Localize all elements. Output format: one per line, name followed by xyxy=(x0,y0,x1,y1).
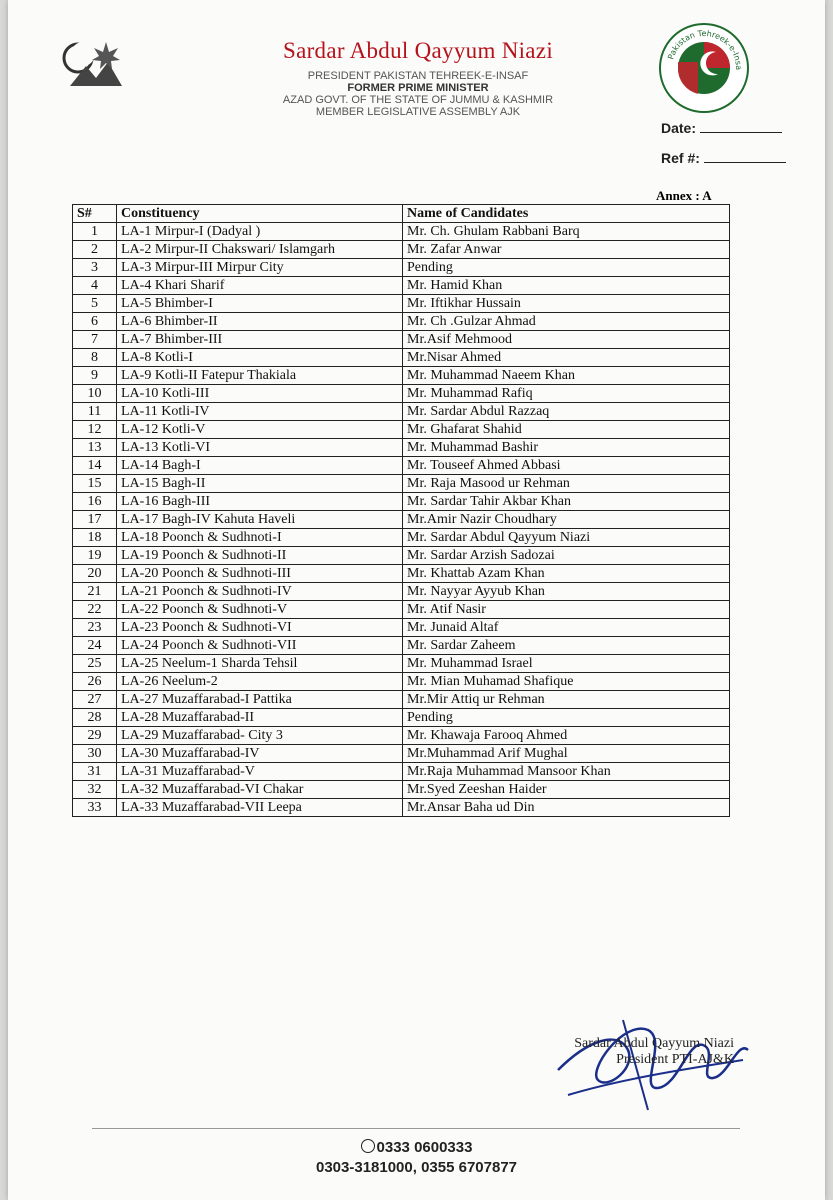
table-row xyxy=(73,529,730,547)
candidate-cell: Mr. Muhammad Israel xyxy=(403,655,730,673)
candidate-cell: Mr. Muhammad Naeem Khan xyxy=(403,367,730,385)
constituency-cell: LA-16 Bagh-III xyxy=(117,493,403,511)
table-row xyxy=(73,619,730,637)
candidate-cell: Mr.Amir Nazir Choudhary xyxy=(403,511,730,529)
footer-whatsapp-line xyxy=(8,1138,825,1158)
constituency-cell: LA-11 Kotli-IV xyxy=(117,403,403,421)
signature-title: President PTI-AJ&K xyxy=(616,1052,734,1067)
footer-phones-2: 0303-3181000, 0355 6707877 xyxy=(315,1159,518,1176)
table-row xyxy=(73,331,730,349)
serial-cell: 25 xyxy=(73,655,117,673)
candidate-cell: Mr.Ansar Baha ud Din xyxy=(403,799,730,817)
table-row xyxy=(73,259,730,277)
serial-cell: 21 xyxy=(73,583,117,601)
serial-cell: 26 xyxy=(73,673,117,691)
ref-field xyxy=(661,150,786,166)
table-row xyxy=(73,439,730,457)
table-row xyxy=(73,709,730,727)
serial-cell: 8 xyxy=(73,349,117,367)
table-header-row xyxy=(73,205,730,223)
serial-cell: 19 xyxy=(73,547,117,565)
serial-cell: 3 xyxy=(73,259,117,277)
table-row xyxy=(73,241,730,259)
serial-cell: 9 xyxy=(73,367,117,385)
serial-cell: 2 xyxy=(73,241,117,259)
candidate-cell: Mr.Syed Zeeshan Haider xyxy=(403,781,730,799)
constituency-cell: LA-31 Muzaffarabad-V xyxy=(117,763,403,781)
whatsapp-icon xyxy=(361,1139,375,1153)
table-row xyxy=(73,313,730,331)
constituency-cell: LA-27 Muzaffarabad-I Pattika xyxy=(117,691,403,709)
constituency-cell: LA-9 Kotli-II Fatepur Thakiala xyxy=(117,367,403,385)
table-row xyxy=(73,475,730,493)
serial-cell: 4 xyxy=(73,277,117,295)
serial-cell: 31 xyxy=(73,763,117,781)
header-constituency: Constituency xyxy=(117,205,403,223)
candidate-cell: Mr. Muhammad Bashir xyxy=(403,439,730,457)
table-row xyxy=(73,367,730,385)
footer-contacts xyxy=(8,1138,825,1178)
candidate-cell: Mr. Ch. Ghulam Rabbani Barq xyxy=(403,223,730,241)
table-row xyxy=(73,349,730,367)
table-row xyxy=(73,601,730,619)
serial-cell: 30 xyxy=(73,745,117,763)
constituency-cell: LA-7 Bhimber-III xyxy=(117,331,403,349)
footer-divider xyxy=(92,1128,740,1129)
constituency-cell: LA-32 Muzaffarabad-VI Chakar xyxy=(117,781,403,799)
candidate-cell: Mr. Atif Nasir xyxy=(403,601,730,619)
constituency-cell: LA-24 Poonch & Sudhnoti-VII xyxy=(117,637,403,655)
table-row xyxy=(73,637,730,655)
candidate-cell: Mr. Touseef Ahmed Abbasi xyxy=(403,457,730,475)
serial-cell: 24 xyxy=(73,637,117,655)
table-row xyxy=(73,277,730,295)
serial-cell: 23 xyxy=(73,619,117,637)
table-row xyxy=(73,655,730,673)
serial-cell: 7 xyxy=(73,331,117,349)
serial-cell: 17 xyxy=(73,511,117,529)
table-row xyxy=(73,673,730,691)
table-row xyxy=(73,727,730,745)
constituency-cell: LA-17 Bagh-IV Kahuta Haveli xyxy=(117,511,403,529)
serial-cell: 32 xyxy=(73,781,117,799)
date-field xyxy=(661,120,782,136)
table-row xyxy=(73,565,730,583)
constituency-cell: LA-2 Mirpur-II Chakswari/ Islamgarh xyxy=(117,241,403,259)
constituency-cell: LA-4 Khari Sharif xyxy=(117,277,403,295)
candidate-cell: Mr. Mian Muhamad Shafique xyxy=(403,673,730,691)
table-row xyxy=(73,421,730,439)
constituency-cell: LA-15 Bagh-II xyxy=(117,475,403,493)
candidate-cell: Mr. Nayyar Ayyub Khan xyxy=(403,583,730,601)
serial-cell: 13 xyxy=(73,439,117,457)
candidate-cell: Mr. Iftikhar Hussain xyxy=(403,295,730,313)
constituency-cell: LA-23 Poonch & Sudhnoti-VI xyxy=(117,619,403,637)
candidate-cell: Mr. Muhammad Rafiq xyxy=(403,385,730,403)
serial-cell: 11 xyxy=(73,403,117,421)
letterhead-line-3: AZAD GOVT. OF THE STATE OF JUMMU & KASHMIR xyxy=(282,94,554,106)
candidate-cell: Mr.Mir Attiq ur Rehman xyxy=(403,691,730,709)
signature-block xyxy=(518,1036,734,1068)
table-row xyxy=(73,547,730,565)
signature-name: Sardar Abdul Qayyum Niazi xyxy=(574,1036,734,1051)
table-row xyxy=(73,223,730,241)
serial-cell: 18 xyxy=(73,529,117,547)
candidate-cell: Mr. Sardar Zaheem xyxy=(403,637,730,655)
constituency-cell: LA-8 Kotli-I xyxy=(117,349,403,367)
header-candidate: Name of Candidates xyxy=(403,205,730,223)
footer-phone-1: 0333 0600333 xyxy=(376,1139,473,1156)
constituency-cell: LA-19 Poonch & Sudhnoti-II xyxy=(117,547,403,565)
letterhead-name: Sardar Abdul Qayyum Niazi xyxy=(282,38,554,63)
ref-label: Ref #: xyxy=(661,150,700,166)
constituency-cell: LA-5 Bhimber-I xyxy=(117,295,403,313)
table-row xyxy=(73,385,730,403)
constituency-cell: LA-3 Mirpur-III Mirpur City xyxy=(117,259,403,277)
candidate-cell: Mr.Asif Mehmood xyxy=(403,331,730,349)
letterhead-line-1: PRESIDENT PAKISTAN TEHREEK-E-INSAF xyxy=(307,70,529,82)
candidate-cell: Mr. Khawaja Farooq Ahmed xyxy=(403,727,730,745)
table-row xyxy=(73,799,730,817)
candidate-cell: Mr.Nisar Ahmed xyxy=(403,349,730,367)
constituency-cell: LA-14 Bagh-I xyxy=(117,457,403,475)
constituency-cell: LA-29 Muzaffarabad- City 3 xyxy=(117,727,403,745)
candidate-cell: Mr. Raja Masood ur Rehman xyxy=(403,475,730,493)
table-row xyxy=(73,781,730,799)
letterhead xyxy=(148,38,688,118)
serial-cell: 29 xyxy=(73,727,117,745)
candidate-cell: Mr. Zafar Anwar xyxy=(403,241,730,259)
header-serial: S# xyxy=(73,205,117,223)
constituency-cell: LA-21 Poonch & Sudhnoti-IV xyxy=(117,583,403,601)
constituency-cell: LA-10 Kotli-III xyxy=(117,385,403,403)
constituency-cell: LA-18 Poonch & Sudhnoti-I xyxy=(117,529,403,547)
constituency-cell: LA-12 Kotli-V xyxy=(117,421,403,439)
serial-cell: 27 xyxy=(73,691,117,709)
table-row xyxy=(73,691,730,709)
serial-cell: 15 xyxy=(73,475,117,493)
table-row xyxy=(73,511,730,529)
serial-cell: 5 xyxy=(73,295,117,313)
letterhead-line-2: FORMER PRIME MINISTER xyxy=(347,82,489,94)
candidate-cell: Mr.Muhammad Arif Mughal xyxy=(403,745,730,763)
pti-logo-icon xyxy=(658,22,750,114)
candidate-cell: Mr. Sardar Abdul Razzaq xyxy=(403,403,730,421)
candidates-table xyxy=(72,204,730,817)
date-label: Date: xyxy=(661,120,697,136)
serial-cell: 6 xyxy=(73,313,117,331)
serial-cell: 20 xyxy=(73,565,117,583)
table-row xyxy=(73,583,730,601)
candidate-cell: Mr. Ghafarat Shahid xyxy=(403,421,730,439)
candidate-cell: Mr. Khattab Azam Khan xyxy=(403,565,730,583)
candidate-cell: Mr. Junaid Altaf xyxy=(403,619,730,637)
candidate-cell: Pending xyxy=(403,259,730,277)
ref-line xyxy=(704,150,786,163)
constituency-cell: LA-1 Mirpur-I (Dadyal ) xyxy=(117,223,403,241)
candidate-cell: Mr. Ch .Gulzar Ahmad xyxy=(403,313,730,331)
letter-page xyxy=(8,0,825,1200)
candidate-cell: Mr. Sardar Arzish Sadozai xyxy=(403,547,730,565)
constituency-cell: LA-25 Neelum-1 Sharda Tehsil xyxy=(117,655,403,673)
table-row xyxy=(73,493,730,511)
serial-cell: 10 xyxy=(73,385,117,403)
table-row xyxy=(73,457,730,475)
candidate-cell: Mr.Raja Muhammad Mansoor Khan xyxy=(403,763,730,781)
table-row xyxy=(73,763,730,781)
candidate-cell: Mr. Hamid Khan xyxy=(403,277,730,295)
letterhead-line-4: MEMBER LEGISLATIVE ASSEMBLY AJK xyxy=(315,106,521,118)
constituency-cell: LA-28 Muzaffarabad-II xyxy=(117,709,403,727)
table-row xyxy=(73,295,730,313)
serial-cell: 14 xyxy=(73,457,117,475)
constituency-cell: LA-13 Kotli-VI xyxy=(117,439,403,457)
serial-cell: 12 xyxy=(73,421,117,439)
pti-logo-text: Pakistan Tehreek-e-Insa xyxy=(666,28,744,71)
table-row xyxy=(73,403,730,421)
annex-label: Annex : A xyxy=(656,188,712,203)
constituency-cell: LA-6 Bhimber-II xyxy=(117,313,403,331)
serial-cell: 28 xyxy=(73,709,117,727)
constituency-cell: LA-30 Muzaffarabad-IV xyxy=(117,745,403,763)
constituency-cell: LA-20 Poonch & Sudhnoti-III xyxy=(117,565,403,583)
candidate-cell: Mr. Sardar Tahir Akbar Khan xyxy=(403,493,730,511)
serial-cell: 1 xyxy=(73,223,117,241)
candidate-cell: Mr. Sardar Abdul Qayyum Niazi xyxy=(403,529,730,547)
constituency-cell: LA-22 Poonch & Sudhnoti-V xyxy=(117,601,403,619)
constituency-cell: LA-33 Muzaffarabad-VII Leepa xyxy=(117,799,403,817)
date-line xyxy=(700,120,782,133)
serial-cell: 33 xyxy=(73,799,117,817)
candidate-cell: Pending xyxy=(403,709,730,727)
constituency-cell: LA-26 Neelum-2 xyxy=(117,673,403,691)
serial-cell: 16 xyxy=(73,493,117,511)
table-row xyxy=(73,745,730,763)
serial-cell: 22 xyxy=(73,601,117,619)
ajk-emblem-icon xyxy=(56,36,132,100)
